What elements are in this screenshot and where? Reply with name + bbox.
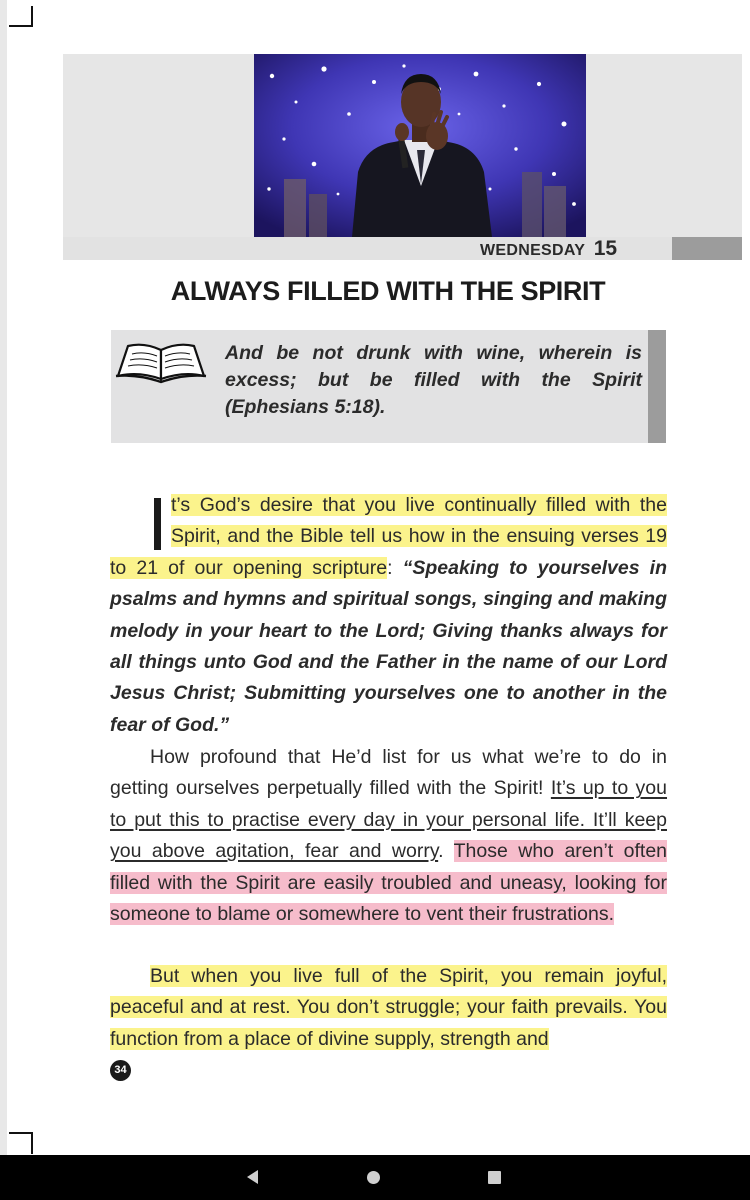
highlighted-text-yellow-2: But when you live full of the Spirit, you remain joyful, peaceful and at rest. You don’t struggle; your faith prevails. You function from a place of divine supply, strength and bbox=[110, 965, 667, 1050]
colon: : bbox=[387, 556, 403, 579]
date-bar bbox=[63, 237, 742, 260]
date-bar-accent bbox=[672, 237, 742, 260]
highlighted-text-pink: Those who aren’t often filled with the Spirit are easily troubled and uneasy, looking for someone to blame or somewhere to vent their frustrations. bbox=[110, 840, 668, 926]
scripture-box-accent bbox=[648, 330, 666, 443]
open-bible-icon bbox=[114, 340, 208, 389]
crop-mark-top bbox=[31, 6, 33, 27]
paragraph-3 bbox=[110, 961, 667, 1055]
day-number: 15 bbox=[593, 237, 618, 260]
highlighted-text-yellow: t’s God’s desire that you live continually filled with the Spirit, and the Bible tell us how in the ensuing verses 19 to 21 of our opening scripture bbox=[110, 494, 667, 579]
period: . bbox=[438, 840, 454, 863]
weekday-label: WEDNESDAY bbox=[480, 242, 586, 259]
drop-cap-i bbox=[154, 498, 161, 550]
page-number-badge: 34 bbox=[110, 1060, 131, 1081]
paragraph-2-plain: How profound that He’d list for us what we’re to do in getting ourselves perpetually filled with the Spirit! bbox=[110, 746, 667, 800]
date-label bbox=[480, 236, 617, 262]
square-recents-icon[interactable] bbox=[488, 1171, 501, 1184]
paragraph-2 bbox=[110, 742, 667, 930]
crop-mark-bottom bbox=[31, 1132, 33, 1154]
underlined-text: It’s up to you to put this to practise every day in your personal life. It’ll keep you above agitation, fear and worry bbox=[110, 777, 668, 863]
page-edge-shadow bbox=[0, 0, 7, 1155]
scripture-verse: And be not drunk with wine, wherein is excess; but be filled with the Spirit (Ephesians 5:18). bbox=[225, 342, 642, 418]
preacher-photo bbox=[254, 54, 586, 237]
crop-mark-top-horizontal bbox=[9, 25, 33, 27]
scripture-quote: “Speaking to yourselves in psalms and hymns and spiritual songs, singing and making melody in your heart to the Lord; Giving thanks always for all things unto God and the Father in the name of our Lord Jesus Christ; Submitting yourselves one to another in the fear of God.” bbox=[110, 556, 667, 736]
paragraph-1 bbox=[110, 490, 667, 741]
crop-mark-bottom-horizontal bbox=[9, 1132, 33, 1134]
circle-home-icon[interactable] bbox=[367, 1171, 380, 1184]
devotional-title: ALWAYS FILLED WITH THE SPIRIT bbox=[170, 276, 606, 306]
triangle-back-icon[interactable] bbox=[247, 1170, 258, 1184]
